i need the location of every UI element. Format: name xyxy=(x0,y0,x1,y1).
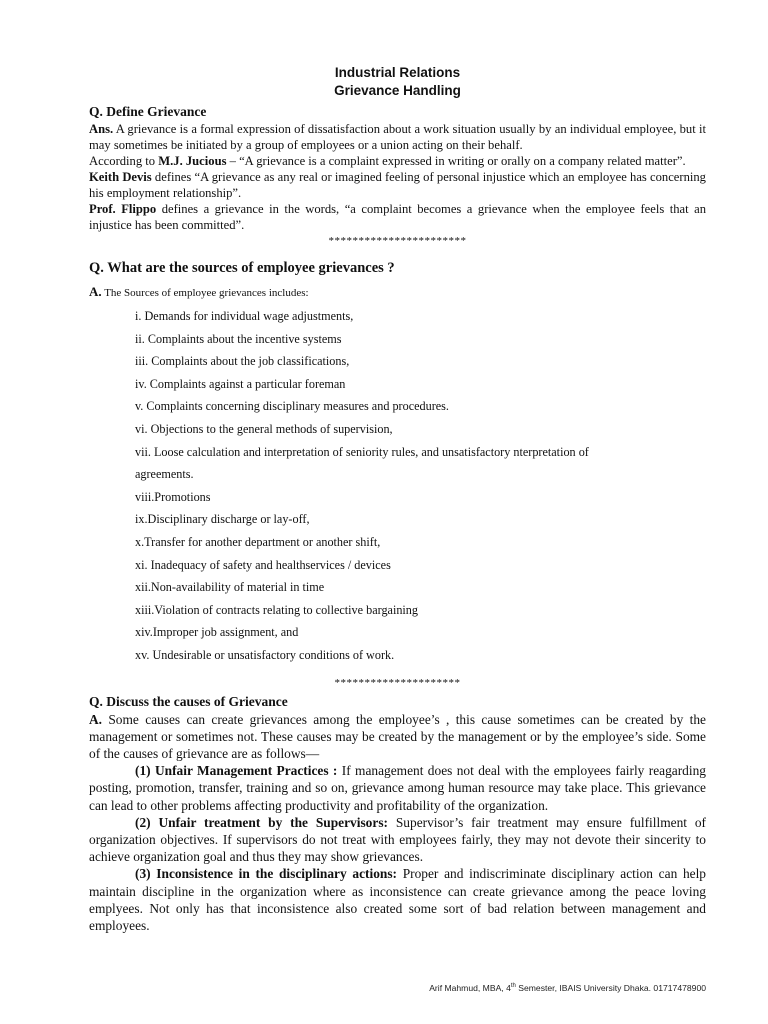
list-item: iv. Complaints against a particular foreman xyxy=(135,376,346,391)
definition-prefix: According to xyxy=(89,154,159,168)
footer-author: Arif Mahmud, MBA, 4 xyxy=(429,983,511,993)
footer-superscript: th xyxy=(510,983,516,990)
list-item: ii. Complaints about the incentive systems xyxy=(135,331,342,346)
causes-intro xyxy=(89,711,706,763)
title-line-1: Industrial Relations xyxy=(334,65,461,80)
list-item: xiii.Violation of contracts relating to collective bargaining xyxy=(135,602,418,617)
title-line-2: Grievance Handling xyxy=(334,83,461,98)
definition-jucious xyxy=(89,153,706,169)
list-item: x.Transfer for another department or another shift, xyxy=(135,534,381,549)
footer-details: Semester, IBAIS University Dhaka. 01717478900 xyxy=(515,983,706,993)
definition-davis xyxy=(89,169,706,201)
cause-text: If management does not deal with the employees fairly reagarding posting, promotion, transfer, training and so on, grievance among human resource may take place. This grievance can lead to other problems affecting productivity and profitability of the organization. xyxy=(89,763,706,813)
cause-text: Proper and indiscriminate disciplinary action can help maintain discipline in the organization where as inconsistence can create grievance among the peace loving emplyees. Not only has that inconsistence also created some sort of bad relation between management and employees. xyxy=(89,866,706,933)
author-name-davis: Keith Devis xyxy=(89,170,152,184)
document-title xyxy=(89,64,706,100)
list-item: vii. Loose calculation and interpretation of seniority rules, and unsatisfactory nterpretation of xyxy=(135,444,589,459)
answer-label: Ans. xyxy=(89,122,114,136)
answer-text: Some causes can create grievances among the employee’s , this cause sometimes can be created by the management or sometimes not. These causes may be created by the management or by the employee’s side. Some of the causes of grievance are as follows— xyxy=(89,711,706,761)
list-item: xi. Inadequacy of safety and healthservices / devices xyxy=(135,557,391,572)
question-causes-grievance: Q. Discuss the causes of Grievance xyxy=(89,693,288,709)
sources-list xyxy=(89,305,706,667)
section-separator: ********************* xyxy=(334,676,461,689)
list-item: xiv.Improper job assignment, and xyxy=(135,625,299,640)
cause-inconsistent-discipline xyxy=(89,865,706,934)
list-item: agreements. xyxy=(135,467,194,482)
list-item: xii.Non-availability of material in time xyxy=(135,580,325,595)
definition-text: defines “A grievance as any real or imagined feeling of personal injustice which an employee has concerning his employment relationship”. xyxy=(89,170,706,200)
definition-text: defines a grievance in the words, “a complaint becomes a grievance when the employee feels that an injustice has been committed”. xyxy=(89,202,706,232)
answer-text: The Sources of employee grievances includes: xyxy=(101,287,309,299)
cause-heading: (1) Unfair Management Practices : xyxy=(135,763,338,779)
sources-intro xyxy=(89,284,706,301)
list-item: v. Complaints concerning disciplinary measures and procedures. xyxy=(135,399,449,414)
answer-text: A grievance is a formal expression of dissatisfaction about a work situation usually by an individual employee, but it may sometimes be initiated by a group of employees or a union acting on their behalf. xyxy=(89,122,706,152)
list-item: viii.Promotions xyxy=(135,489,211,504)
definition-text: – “A grievance is a complaint expressed in writing or orally on a company related matter”. xyxy=(226,154,686,168)
section-separator: *********************** xyxy=(328,235,467,247)
cause-heading: (3) Inconsistence in the disciplinary actions: xyxy=(135,866,398,882)
list-item: iii. Complaints about the job classifications, xyxy=(135,354,350,369)
list-item: xv. Undesirable or unsatisfactory conditions of work. xyxy=(135,647,395,662)
page-footer xyxy=(429,983,706,993)
definition-flippo xyxy=(89,201,706,233)
answer-paragraph xyxy=(89,121,706,153)
list-item: ix.Disciplinary discharge or lay-off, xyxy=(135,512,310,527)
list-item: vi. Objections to the general methods of supervision, xyxy=(135,421,393,436)
question-define-grievance: Q. Define Grievance xyxy=(89,104,207,119)
answer-label: A. xyxy=(89,284,102,299)
answer-label: A. xyxy=(89,711,103,727)
list-item: i. Demands for individual wage adjustments, xyxy=(135,309,354,323)
cause-unfair-management xyxy=(89,762,706,814)
cause-text: Supervisor’s fair treatment may ensure fulfillment of organization objectives. If supervisors do not treat with employees fairly, they may not devote their sincerity to achieve organization goal and thus they may show grievances. xyxy=(89,814,706,865)
author-name-jucious: M.J. Jucious xyxy=(158,154,227,168)
question-sources-grievances: Q. What are the sources of employee grievances ? xyxy=(89,260,395,276)
author-name-flippo: Prof. Flippo xyxy=(89,202,157,216)
cause-unfair-supervisors xyxy=(89,814,706,866)
cause-heading: (2) Unfair treatment by the Supervisors: xyxy=(135,814,388,830)
